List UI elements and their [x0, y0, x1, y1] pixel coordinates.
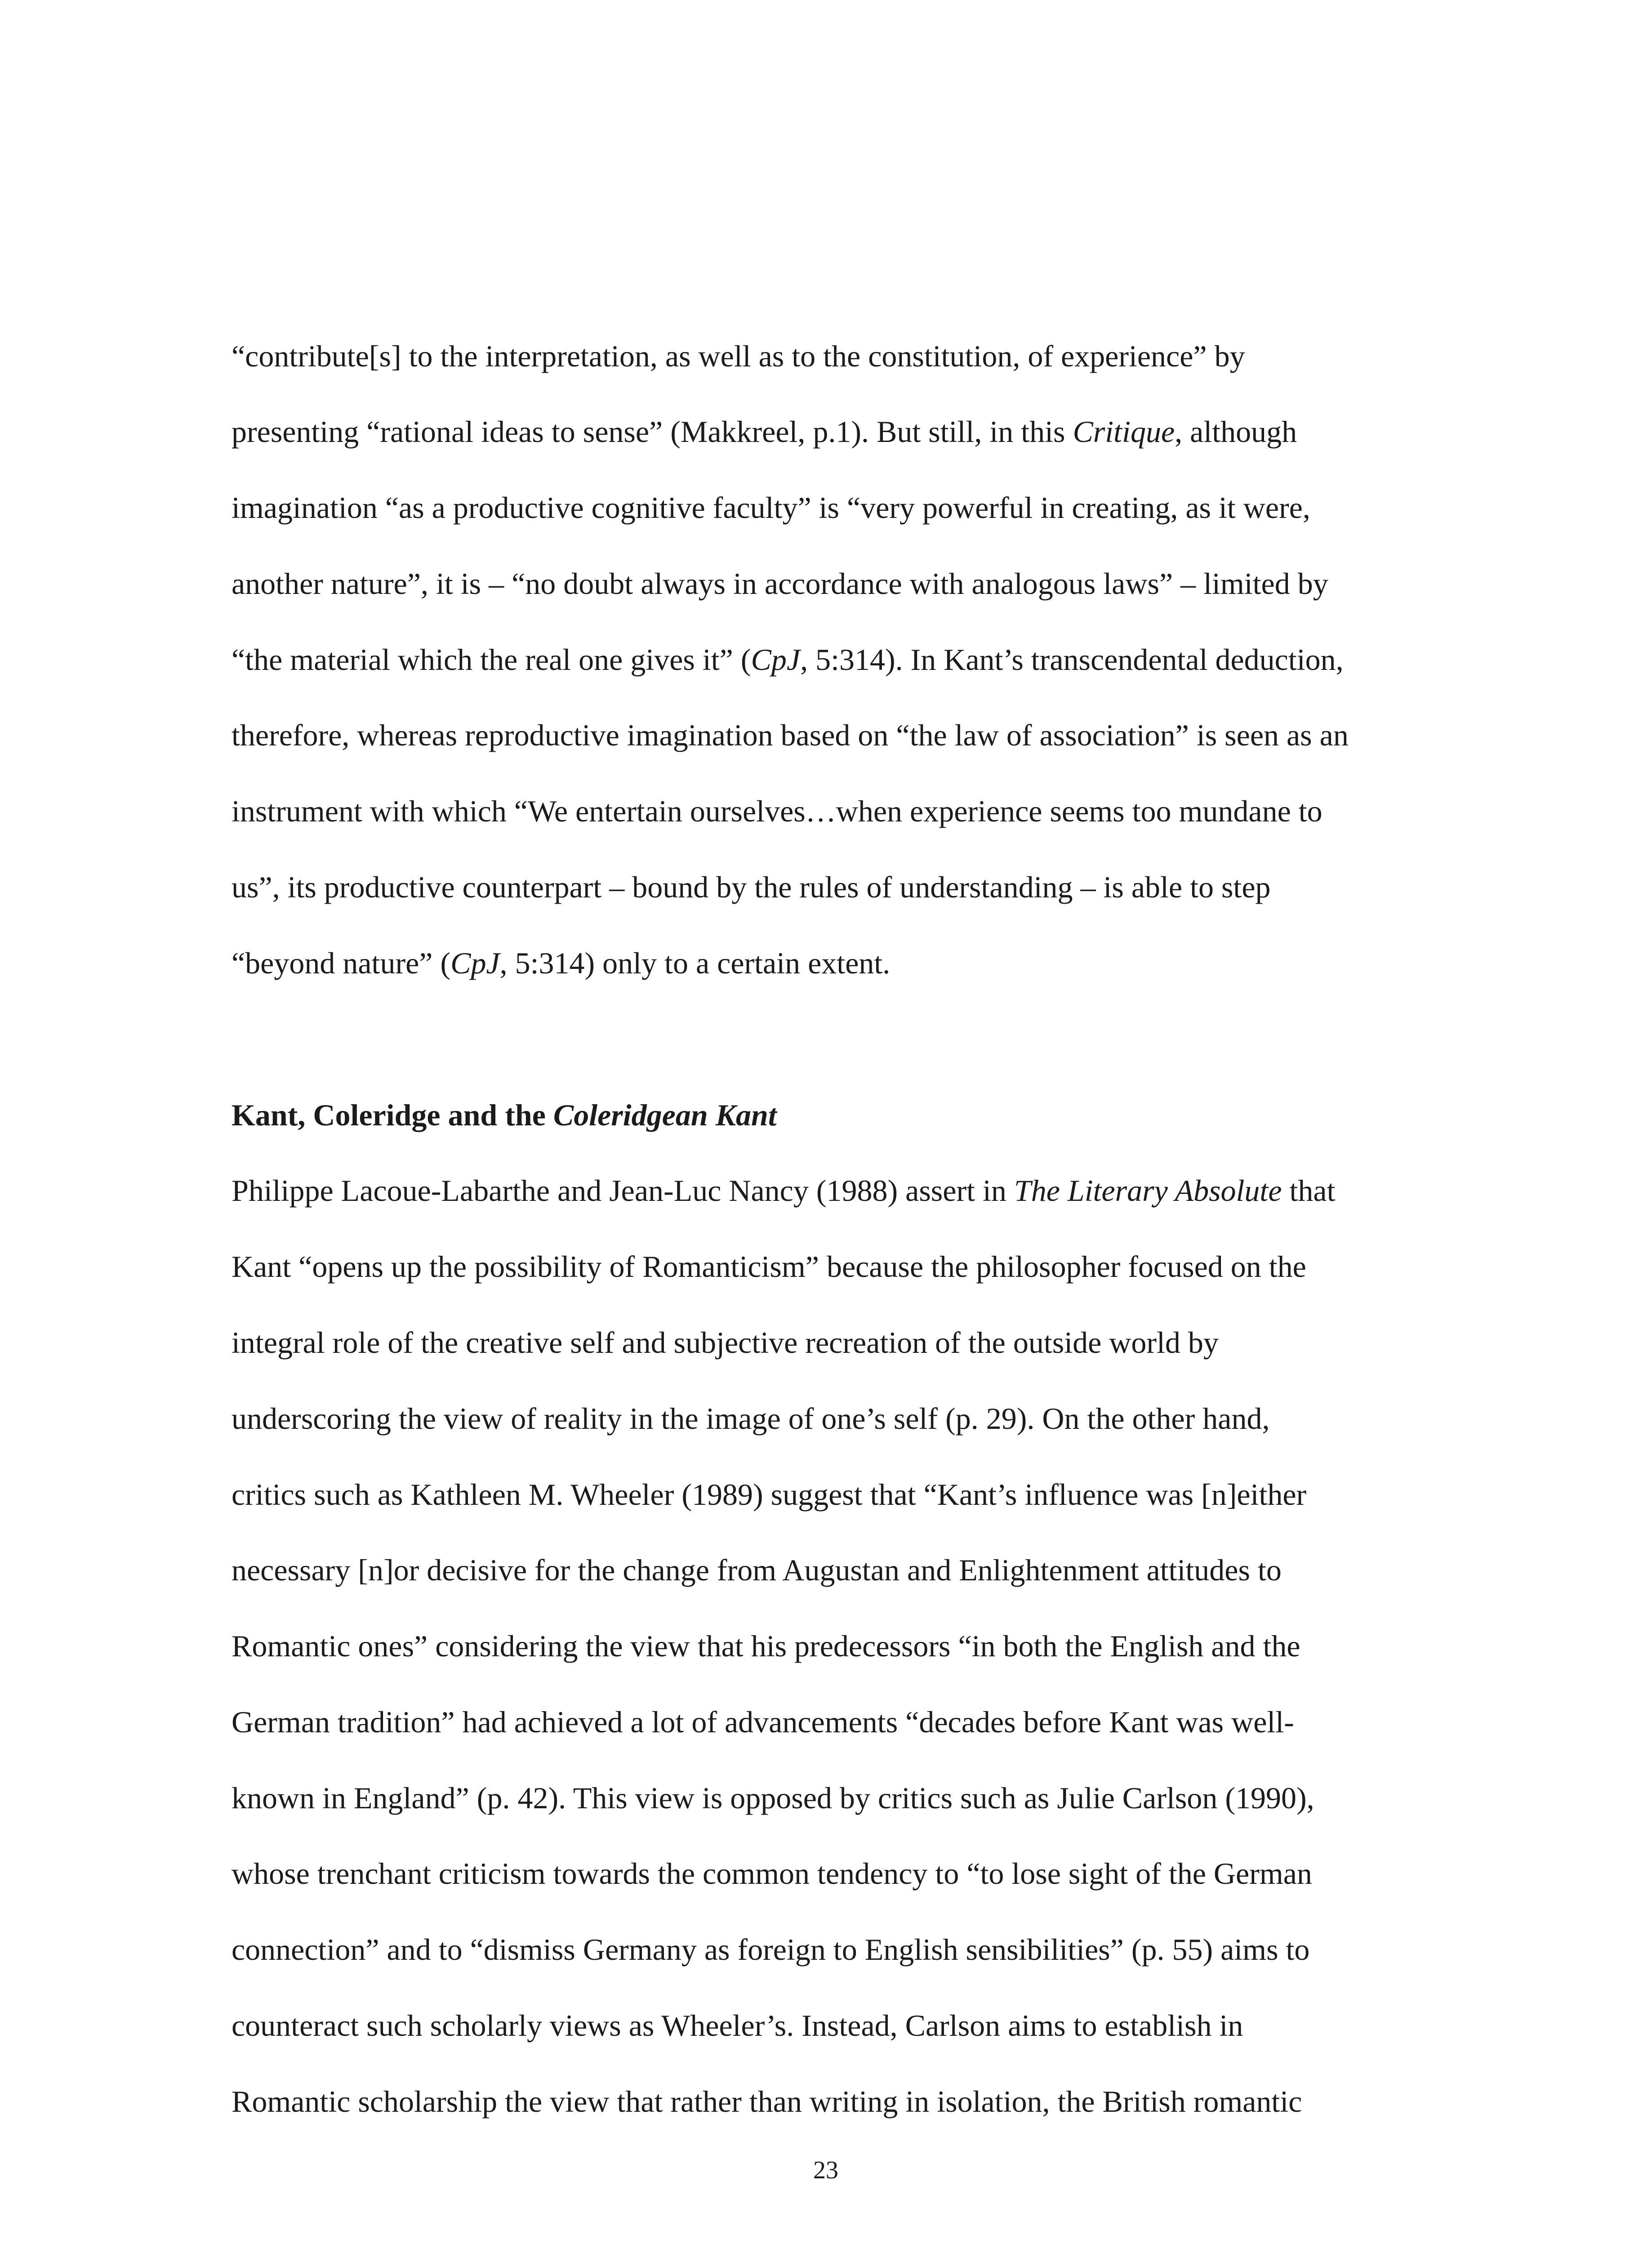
- body-text-line: [232, 1783, 1314, 1813]
- body-text-line: [232, 1858, 1312, 1889]
- text-span: Philippe Lacoue-Labarthe and Jean-Luc Nancy (1988) assert in: [232, 1173, 1014, 1208]
- heading-italic-text: Coleridgean Kant: [553, 1098, 777, 1132]
- text-span: German tradition” had achieved a lot of advancements “decades before Kant was well-: [232, 1705, 1294, 1739]
- body-text-line: [232, 1555, 1282, 1585]
- text-span: Romantic scholarship the view that rather than writing in isolation, the British romantic: [232, 2084, 1302, 2119]
- text-span: critics such as Kathleen M. Wheeler (1989) suggest that “Kant’s influence was [n]either: [232, 1477, 1307, 1512]
- body-text-line: [232, 2086, 1302, 2117]
- text-span: imagination “as a productive cognitive faculty” is “very powerful in creating, as it were,: [232, 491, 1310, 525]
- text-span: therefore, whereas reproductive imagination based on “the law of association” is seen as an: [232, 718, 1349, 752]
- text-span: instrument with which “We entertain ourselves…when experience seems too mundane to: [232, 794, 1322, 828]
- section-heading: [232, 1100, 777, 1130]
- text-span: that: [1282, 1173, 1336, 1208]
- body-text-line: [232, 1251, 1306, 1282]
- text-span: us”, its productive counterpart – bound by the rules of understanding – is able to step: [232, 870, 1271, 904]
- text-span: whose trenchant criticism towards the common tendency to “to lose sight of the German: [232, 1856, 1312, 1891]
- body-text-line: [232, 341, 1245, 371]
- text-span: connection” and to “dismiss Germany as foreign to English sensibilities” (p. 55) aims to: [232, 1932, 1310, 1967]
- body-text-line: [232, 644, 1344, 675]
- text-span: necessary [n]or decisive for the change from Augustan and Enlightenment attitudes to: [232, 1553, 1282, 1587]
- text-span: integral role of the creative self and subjective recreation of the outside world by: [232, 1325, 1219, 1360]
- body-text-line: [232, 948, 890, 978]
- body-text-line: [232, 1707, 1294, 1737]
- italic-abbreviation: CpJ: [450, 946, 500, 980]
- page-number: 23: [813, 2156, 838, 2184]
- body-text-line: [232, 1631, 1300, 1661]
- italic-title: The Literary Absolute: [1014, 1173, 1282, 1208]
- body-text-line: [232, 416, 1297, 447]
- text-span: , although: [1175, 415, 1297, 449]
- text-span: another nature”, it is – “no doubt always in accordance with analogous laws” – limited by: [232, 566, 1328, 601]
- text-span: , 5:314) only to a certain extent.: [499, 946, 891, 980]
- body-text-line: [232, 1934, 1309, 1965]
- text-span: Kant “opens up the possibility of Romanticism” because the philosopher focused on the: [232, 1249, 1306, 1284]
- italic-title: Critique: [1073, 415, 1175, 449]
- italic-abbreviation: CpJ: [751, 642, 801, 677]
- text-span: “contribute[s] to the interpretation, as well as to the constitution, of experience” by: [232, 339, 1245, 373]
- body-text-line: [232, 1479, 1306, 1510]
- body-text-line: [232, 872, 1271, 902]
- text-span: , 5:314). In Kant’s transcendental deduction,: [800, 642, 1344, 677]
- body-text-line: [232, 568, 1328, 599]
- body-text-line: [232, 492, 1310, 523]
- text-span: “the material which the real one gives it” (: [232, 642, 751, 677]
- text-span: Romantic ones” considering the view that his predecessors “in both the English and the: [232, 1629, 1300, 1663]
- text-span: “beyond nature” (: [232, 946, 451, 980]
- text-span: counteract such scholarly views as Wheeler’s. Instead, Carlson aims to establish in: [232, 2008, 1243, 2043]
- body-text-line: [232, 1175, 1335, 1206]
- body-text-line: [232, 2010, 1243, 2041]
- text-span: underscoring the view of reality in the image of one’s self (p. 29). On the other hand,: [232, 1401, 1270, 1436]
- text-span: presenting “rational ideas to sense” (Makkreel, p.1). But still, in this: [232, 415, 1073, 449]
- text-span: known in England” (p. 42). This view is opposed by critics such as Julie Carlson (1990),: [232, 1781, 1314, 1815]
- body-text-line: [232, 1327, 1219, 1358]
- body-text-line: [232, 720, 1349, 750]
- heading-text: Kant, Coleridge and the: [232, 1098, 553, 1132]
- body-text-line: [232, 796, 1322, 826]
- body-text-line: [232, 1403, 1269, 1434]
